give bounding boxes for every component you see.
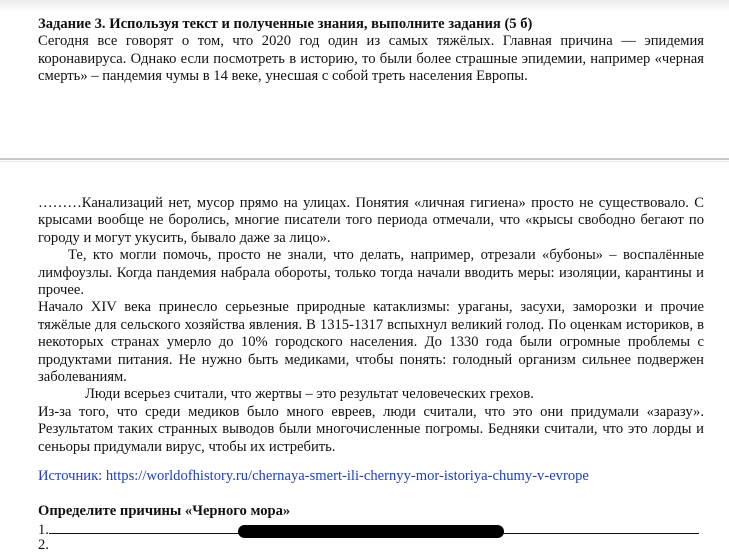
page-divider	[0, 158, 729, 160]
article-paragraph: Люди всерьез считали, что жертвы – это результат человеческих грехов.	[85, 386, 534, 403]
article-text	[38, 195, 704, 456]
article-paragraph: Из-за того, что среди медиков было много евреев, люди считали, что это они придумали «заразу». Результатом таких странных выводов были многочисленные погромы. Бедняки считали, что это лорды и сеньоры придумали вирус, чтобы их истребить.	[38, 403, 704, 455]
task-title: Задание 3. Используя текст и полученные знания, выполните задания (5 б)	[38, 16, 533, 32]
page-shadow	[0, 0, 729, 12]
question-section	[38, 503, 704, 520]
redaction-bar	[238, 525, 504, 538]
task-intro: Сегодня все говорят о том, что 2020 год один из самых тяжёлых. Главная причина — эпидемия коронавируса. Однако если посмотреть в историю, то были более страшные эпидемии, например «черная смерть» – пандемия чумы в 14 веке, унесшая с собой треть населения Европы.	[38, 33, 704, 85]
question-heading: Определите причины «Черного мора»	[38, 503, 291, 519]
answer-line-2[interactable]	[38, 537, 49, 554]
page-divider-shadow	[0, 161, 729, 162]
article-paragraph: Начало XIV века принесло серьезные природные катаклизмы: ураганы, засухи, заморозки и прочие тяжёлые для сельского хозяйства явления. В 1315-1317 вспыхнул великий голод. По оценкам историков, в некоторых странах умерло до 10% городского населения. До 1330 года были огромные проблемы с продуктами питания. Не нужно быть медиками, чтобы понять: голодный организм сильнее подвержен заболеваниям.	[38, 299, 704, 386]
answer-number: 1.	[38, 522, 49, 538]
source-link[interactable]: Источник: https://worldofhistory.ru/chernaya-smert-ili-chernyy-mor-istoriya-chumy-v-evrope	[38, 468, 589, 484]
task-section	[38, 16, 704, 86]
article-paragraph: Те, кто могли помочь, просто не знали, что делать, например, отрезали «бубоны» – воспалённые лимфоузлы. Когда пандемия набрала обороты, только тогда начали вводить меры: изоляции, карантины и прочее.	[38, 247, 704, 299]
answer-number: 2.	[38, 537, 49, 553]
source-line	[38, 468, 704, 485]
article-paragraph: ………Канализаций нет, мусор прямо на улицах. Понятия «личная гигиена» просто не существовало. С крысами вообще не боролись, многие писатели того периода отмечали, что «крысы свободно бегают по городу и могут укусить, бывало даже за лицо».	[38, 195, 704, 246]
